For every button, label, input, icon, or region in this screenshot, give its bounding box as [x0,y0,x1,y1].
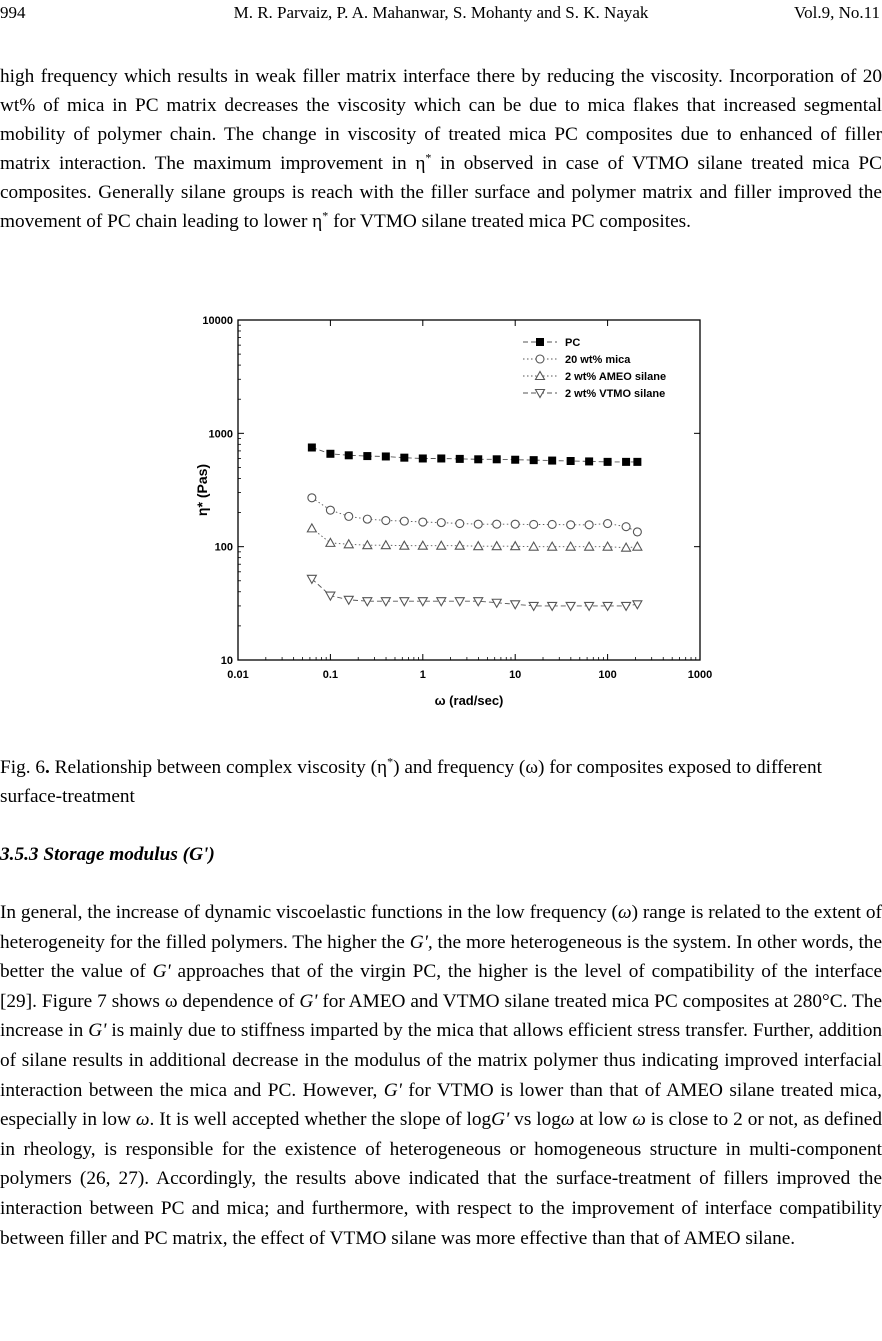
legend-marker [536,355,544,363]
data-point [326,538,335,546]
data-point [493,455,501,463]
text-run: high frequency which results in weak filler matrix interface there by reducing the viscosity. Incorporation of 20 wt% of mica in PC matrix decreases the viscosity which can be due to mica flakes that increased segmental mobility of polymer chain. The change in viscosity of treated mica PC composites due to enhanced of filler matrix interaction. The maximum improvement in η [0,66,882,175]
data-point [382,452,390,460]
data-point [419,518,427,526]
math-symbol: ω [135,1109,150,1131]
text-run: ) and frequency (ω) for composites exposed to different surface-treatment [0,757,822,807]
math-symbol: G' [152,961,171,983]
data-point [511,456,519,464]
text-run: is close to 2 or not, as defined in rheology, is responsible for the existence of heterogeneous or homogeneous structure in multi-component polymers (26, 27). Accordingly, the results above indicated that the surface-treatment of fillers improved the interaction between PC and mica; and furthermore, with respect to the improvement of interface compatibility between filler and PC matrix, the effect of VTMO silane was more effective than that of AMEO silane. [0,1109,882,1249]
data-point [529,602,538,610]
legend [523,337,666,400]
text-run: ) range is related to the extent of heterogeneity for the filled polymers. The higher the [0,902,882,953]
data-point [633,528,641,536]
data-point [603,542,612,550]
y-tick-label: 1000 [208,428,233,441]
data-point [566,602,575,610]
math-symbol: G' [491,1109,510,1131]
data-point [363,598,372,606]
y-tick-label: 100 [214,541,233,554]
data-point [400,454,408,462]
data-point [511,542,520,550]
text-run: for AMEO and VTMO silane treated mica PC composites at 280°C. The increase in [0,990,882,1042]
text-run: for VTMO silane treated mica PC composites. [328,211,691,233]
text-run: the more heterogeneous is the system. In other words, the better the value of [0,931,882,983]
legend-entry: 20 wt% mica [565,354,631,366]
data-point [400,517,408,525]
page-number: 994 [0,3,26,22]
data-point [456,455,464,463]
x-tick-label: 1000 [687,669,713,681]
x-tick-label: 10 [509,669,522,681]
legend-entry: 2 wt% VTMO silane [565,388,666,400]
legend-marker [536,390,545,398]
math-symbol: G', [409,931,433,953]
data-point [511,601,520,609]
data-point [585,542,594,550]
data-point [437,598,446,606]
data-point [585,521,593,529]
data-point [400,598,409,606]
y-tick-label: 10 [220,655,233,667]
data-point [307,524,316,532]
data-point [418,541,427,549]
data-point [363,515,371,523]
data-point [344,596,353,604]
math-symbol: G' [299,990,318,1012]
data-point [493,520,501,528]
data-point [308,494,316,502]
data-point [326,450,334,458]
data-point [548,520,556,528]
data-point [381,541,390,549]
legend-marker [536,338,544,346]
data-point [529,542,538,550]
paragraph-viscosity [0,62,882,237]
text-run: for VTMO is lower than that of AMEO silane treated mica, especially in low [0,1079,882,1131]
caption-dot: . [45,757,50,778]
text-run: . It is well accepted whether the slope of log [149,1109,492,1131]
paragraph-storage-modulus [0,898,882,1253]
data-point [437,541,446,549]
x-tick-label: 0.1 [322,669,339,681]
math-symbol: ω [617,902,632,923]
data-point [382,517,390,525]
text-run: is mainly due to stiffness imparted by the mica that allows efficient stress transfer. Further, addition of silane results in additional decrease in the modulus of the matrix polymer thus indicating improved interfacial interaction between the mica and PC. However, [0,1020,882,1101]
math-symbol: ω [632,1109,646,1131]
series-line-4 [312,579,638,606]
data-point [548,602,557,610]
figure-label: Fig. 6 [0,757,46,778]
x-axis-label: ω (rad/sec) [434,693,504,708]
data-point [455,598,464,606]
data-point [345,451,353,459]
data-point [308,443,316,451]
data-point [418,598,427,606]
data-point [603,602,612,610]
text-run: at low [574,1109,633,1131]
data-point [622,523,630,531]
legend-marker [536,372,545,380]
data-point [511,520,519,528]
y-axis-label: η* (Pas) [194,463,210,517]
data-point [456,520,464,528]
data-point [474,520,482,528]
x-tick-label: 100 [598,669,617,681]
data-point [326,506,334,514]
text-run: approaches that of the virgin PC, the higher is the level of compatibility of the interface [29]. Figure 7 shows ω dependence of [0,961,882,1012]
text-run: In general, the increase of dynamic viscoelastic functions in the low frequency ( [0,902,618,923]
data-point [566,542,575,550]
data-point [604,458,612,466]
data-point [622,458,630,466]
data-point [530,456,538,464]
data-point [437,454,445,462]
running-header [0,0,882,26]
superscript: * [387,754,394,769]
data-point [344,540,353,548]
data-point [585,602,594,610]
data-point [381,598,390,606]
section-heading: 3.5.3 Storage modulus (G') [0,844,215,865]
data-point [633,542,642,550]
data-point [474,455,482,463]
superscript: * [425,150,432,165]
data-point [548,457,556,465]
data-point [633,458,641,466]
superscript: * [322,209,329,224]
math-symbol: G' [383,1079,402,1101]
header-volume: Vol.9, No.11 [794,3,880,22]
data-point [363,452,371,460]
data-point [530,520,538,528]
data-point [567,457,575,465]
data-point [455,541,464,549]
x-tick-label: 1 [419,669,426,681]
legend-entry: 2 wt% AMEO silane [565,371,667,383]
data-point [400,541,409,549]
data-point [567,521,575,529]
data-point [492,542,501,550]
figure-6-chart [170,305,730,725]
data-point [419,454,427,462]
data-point [604,520,612,528]
data-point [437,519,445,527]
legend-entry: PC [565,337,581,349]
data-point [548,542,557,550]
data-point [345,512,353,520]
figure-caption [0,753,882,811]
text-run: vs log [509,1109,561,1131]
math-symbol: G' [88,1020,107,1042]
data-point [622,602,631,610]
x-tick-label: 0.01 [227,669,249,681]
y-tick-label: 10000 [202,315,233,327]
math-symbol: ω [560,1109,575,1131]
header-authors: M. R. Parvaiz, P. A. Mahanwar, S. Mohanty and S. K. Nayak [233,3,649,22]
text-run: in observed in case of VTMO silane treated mica PC composites. Generally silane groups is reach with the filler surface and polymer matrix and filler improved the movement of PC chain leading to lower η [0,153,882,233]
text-run: Relationship between complex viscosity (η [49,757,388,778]
data-point [585,457,593,465]
